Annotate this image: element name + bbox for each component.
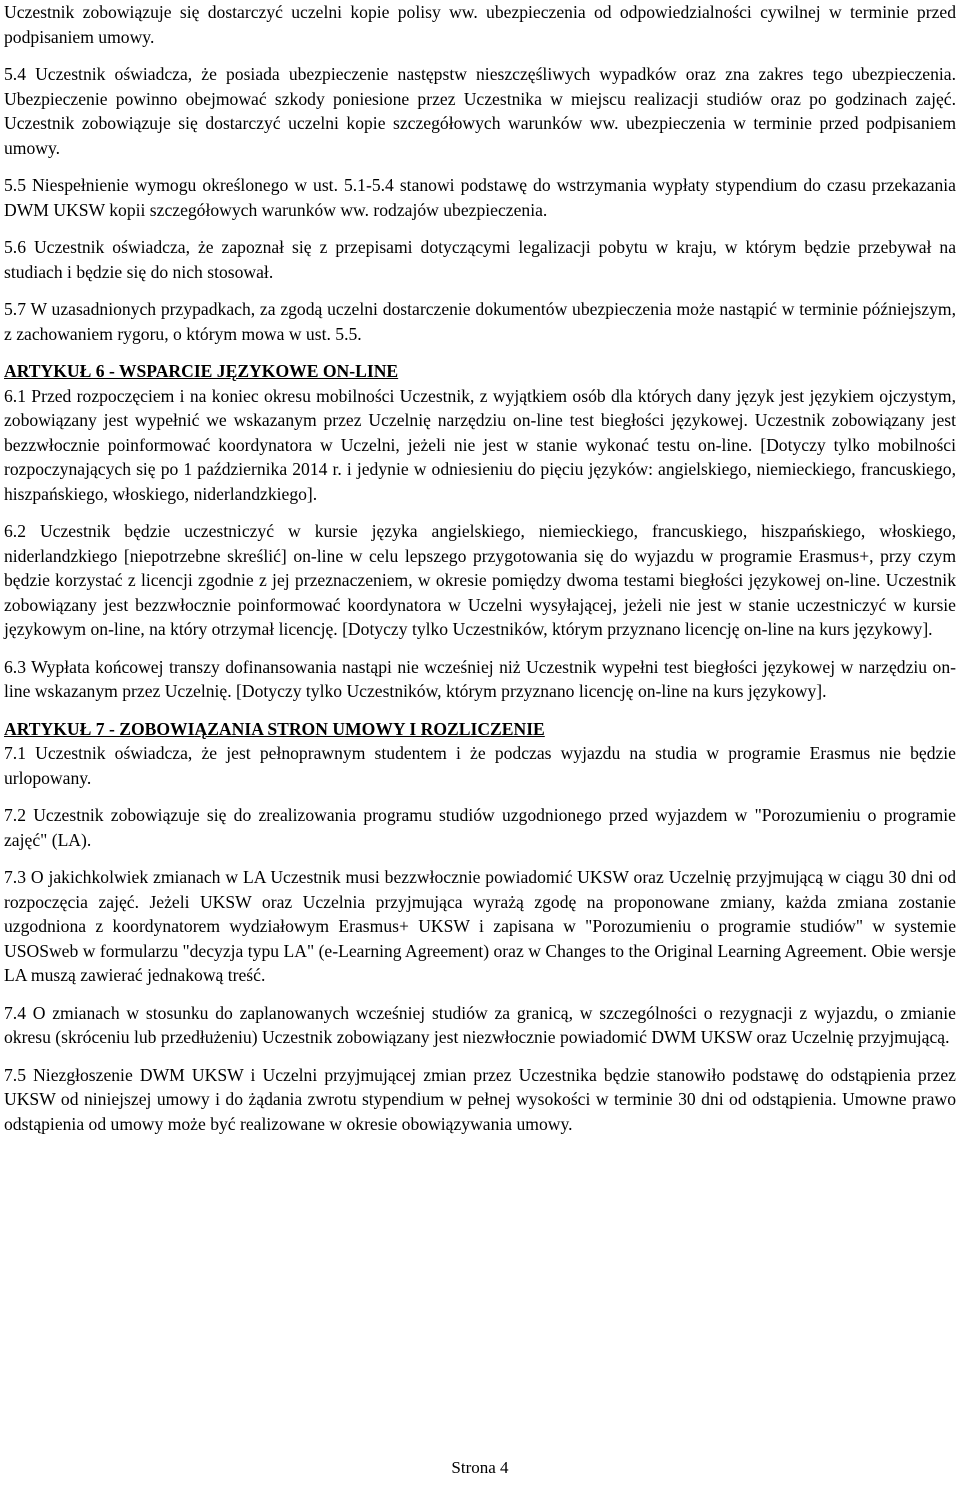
paragraph-spacer: [4, 346, 956, 359]
paragraph-spacer: [4, 506, 956, 519]
paragraph-spacer: [4, 160, 956, 173]
paragraph: 6.2 Uczestnik będzie uczestniczyć w kursie języka angielskiego, niemieckiego, francuskiego, hiszpańskiego, włoskiego, niderlandzkiego [niepotrzebne skreślić] on-line w celu lepszego przygotowania się do wyjazdu w programie Erasmus+, przy czym będzie korzystać z licencji zgodnie z jej przeznaczeniem, w okresie pomiędzy dwoma testami biegłości językowej on-line. Uczestnik zobowiązany jest bezzwłocznie poinformować koordynatora w Uczelni wysyłającej, jeżeli nie jest w stanie uczestniczyć w kursie językowym on-line, na który otrzymał licencję. [Dotyczy tylko Uczestników, którym przyznano licencję on-line na kurs językowy].: [4, 521, 956, 639]
paragraph-spacer: [4, 704, 956, 717]
paragraph: 7.3 O jakichkolwiek zmianach w LA Uczestnik musi bezzwłocznie powiadomić UKSW oraz Uczelnię przyjmującą w ciągu 30 dni od rozpoczęcia zajęć. Jeżeli UKSW oraz Uczelnia przyjmująca wyrażą zgodę na proponowane zmiany, każda zmiana zostanie uzgodniona z koordynatorem wydziałowym Erasmus+ UKSW i zapisana w "Porozumieniu o programie studiów" w systemie USOSweb w formularzu "decyzja typu LA" (e-Learning Agreement) oraz w Changes to the Original Learning Agreement. Obie wersje LA muszą zawierać jednakową treść.: [4, 867, 956, 985]
paragraph: 6.1 Przed rozpoczęciem i na koniec okresu mobilności Uczestnik, z wyjątkiem osób dla których dany język jest językiem ojczystym, zobowiązany jest wypełnić we wskazanym przez Uczelnię narzędziu on-line test biegłości językowej. Uczestnik zobowiązany jest bezzwłocznie poinformować koordynatora w Uczelni, jeżeli nie jest w stanie wykonać testu on-line. [Dotyczy tylko mobilności rozpoczynających się po 1 października 2014 r. i jedynie w odniesieniu do pięciu języków: angielskiego, niemieckiego, francuskiego, hiszpańskiego, włoskiego, niderlandzkiego].: [4, 385, 956, 504]
paragraph: Uczestnik zobowiązuje się dostarczyć uczelni kopie polisy ww. ubezpieczenia od odpowiedzialności cywilnej w terminie przed podpisaniem umowy.: [4, 2, 956, 47]
paragraph: 5.4 Uczestnik oświadcza, że posiada ubezpieczenie następstw nieszczęśliwych wypadków oraz zna zakres tego ubezpieczenia. Ubezpieczenie powinno obejmować szkody poniesione przez Uczestnika w miejscu realizacji studiów oraz po godzinach zajęć. Uczestnik zobowiązuje się dostarczyć uczelni kopie szczegółowych warunków ww. ubezpieczenia w terminie przed podpisaniem umowy.: [4, 64, 956, 158]
section-heading: ARTYKUŁ 6 - WSPARCIE JĘZYKOWE ON-LINE: [4, 361, 399, 381]
paragraph: 5.6 Uczestnik oświadcza, że zapoznał się z przepisami dotyczącymi legalizacji pobytu w kraju, w którym będzie przebywał na studiach i będzie się do nich stosował.: [4, 237, 956, 282]
paragraph: 7.2 Uczestnik zobowiązuje się do zrealizowania programu studiów uzgodnionego przed wyjazdem w "Porozumieniu o programie zajęć" (LA).: [4, 805, 956, 850]
paragraph-spacer: [4, 852, 956, 865]
paragraph-spacer: [4, 49, 956, 62]
page-number: Strona 4: [451, 1458, 509, 1477]
document-body: [4, 0, 956, 1136]
paragraph: 5.7 W uzasadnionych przypadkach, za zgodą uczelni dostarczenie dokumentów ubezpieczenia może nastąpić w terminie późniejszym, z zachowaniem rygoru, o którym mowa w ust. 5.5.: [4, 299, 956, 344]
paragraph: 6.3 Wypłata końcowej transzy dofinansowania nastąpi nie wcześniej niż Uczestnik wypełni test biegłości językowej w narzędziu on-line wskazanym przez Uczelnię. [Dotyczy tylko Uczestników, którym przyznano licencję on-line na kurs językowy].: [4, 656, 956, 701]
section-heading: ARTYKUŁ 7 - ZOBOWIĄZANIA STRON UMOWY I ROZLICZENIE: [4, 718, 545, 739]
paragraph-spacer: [4, 222, 956, 235]
paragraph-spacer: [4, 988, 956, 1001]
paragraph-spacer: [4, 1050, 956, 1063]
document-page: [4, 0, 956, 1136]
paragraph-spacer: [4, 790, 956, 803]
paragraph: 7.5 Niezgłoszenie DWM UKSW i Uczelni przyjmującej zmian przez Uczestnika będzie stanowiło podstawę do odstąpienia przez UKSW od niniejszej umowy i do żądania zwrotu stypendium w pełnej wysokości w terminie 30 dni od odstąpienia. Umowne prawo odstąpienia od umowy może być realizowane w okresie obowiązywania umowy.: [4, 1064, 956, 1134]
paragraph-spacer: [4, 642, 956, 655]
paragraph: 7.4 O zmianach w stosunku do zaplanowanych wcześniej studiów za granicą, w szczególności o rezygnacji z wyjazdu, o zmianie okresu (skróceniu lub przedłużeniu) Uczestnik zobowiązany jest niezwłocznie powiadomić DWM UKSW oraz Uczelnię przyjmującą.: [4, 1002, 956, 1047]
paragraph-spacer: [4, 284, 956, 297]
paragraph: 7.1 Uczestnik oświadcza, że jest pełnoprawnym studentem i że podczas wyjazdu na studia w programie Erasmus nie będzie urlopowany.: [4, 743, 956, 788]
paragraph: 5.5 Niespełnienie wymogu określonego w ust. 5.1-5.4 stanowi podstawę do wstrzymania wypłaty stypendium do czasu przekazania DWM UKSW kopii szczegółowych warunków ww. rodzajów ubezpieczenia.: [4, 175, 956, 220]
